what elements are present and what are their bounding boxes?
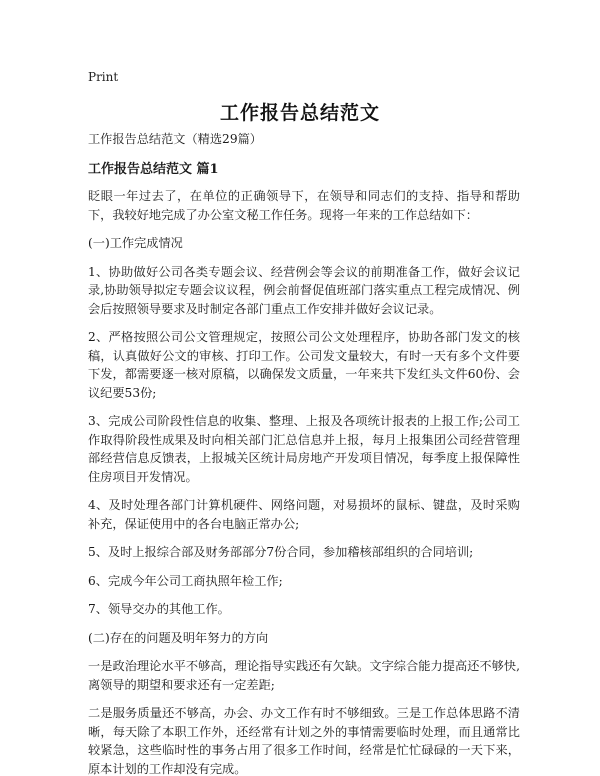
- paragraph-item-2: 2、严格按照公司公文管理规定，按照公司公文处理程序，协助各部门发文的核稿，认真做好公文的审核、打印工作。公司发文量较大，有时一天有多个文件要下发，都需要逐一核对原稿，以确保发文质量，一年来共下发红头文件60份、会议纪要53份;: [88, 330, 520, 400]
- paragraph-item-3: 3、完成公司阶段性信息的收集、整理、上报及各项统计报表的上报工作;公司工作取得阶段性成果及时向相关部门汇总信息并上报，每月上报集团公司经营管理部经营信息反馈表，上报城关区统计局房地产开发项目情况，每季度上报保障性住房项目开发情况。: [88, 414, 520, 484]
- paragraph-item-6: 6、完成今年公司工商执照年检工作;: [88, 573, 283, 588]
- paragraph-problem-1: 一是政治理论水平不够高，理论指导实践还有欠缺。文字综合能力提高还不够快,离领导的期望和要求还有一定差距;: [88, 659, 520, 692]
- paragraph-heading-work-status: (一)工作完成情况: [88, 236, 183, 250]
- document-subtitle: 工作报告总结范文（精选29篇）: [88, 132, 262, 146]
- print-link[interactable]: Print: [88, 70, 119, 84]
- paragraph-item-7: 7、领导交办的其他工作。: [88, 602, 230, 616]
- paragraph-intro: 眨眼一年过去了，在单位的正确领导下，在领导和同志们的支持、指导和帮助下，我较好地完成了办公室文秘工作任务。现将一年来的工作总结如下：: [88, 189, 520, 222]
- section-heading: 工作报告总结范文 篇1: [88, 161, 219, 177]
- document-title: 工作报告总结范文: [219, 102, 380, 124]
- paragraph-heading-problems: (二)存在的问题及明年努力的方向: [88, 630, 269, 645]
- document-body: [88, 130, 520, 776]
- paragraph-item-4: 4、及时处理各部门计算机硬件、网络问题，对易损坏的鼠标、键盘，及时采购补充，保证使用中的各台电脑正常办公;: [88, 498, 520, 531]
- paragraph-item-5: 5、及时上报综合部及财务部部分7份合同，参加稽核部组织的合同培训;: [88, 545, 474, 559]
- paragraph-problem-2: 二是服务质量还不够高，办会、办文工作有时不够细致。三是工作总体思路不清晰，每天除了本职工作外，还经常有计划之外的事情需要临时处理，而且通常比较紧急，这些临时性的事务占用了很多工作时间，经常是忙忙碌碌的一天下来，原本计划的工作却没有完成。: [88, 706, 520, 776]
- paragraph-item-1: 1、协助做好公司各类专题会议、经营例会等会议的前期准备工作，做好会议记录,协助领导拟定专题会议议程，例会前督促值班部门落实重点工程完成情况、例会后按照领导要求及时制定各部门重点工作安排并做好会议记录。: [88, 264, 520, 316]
